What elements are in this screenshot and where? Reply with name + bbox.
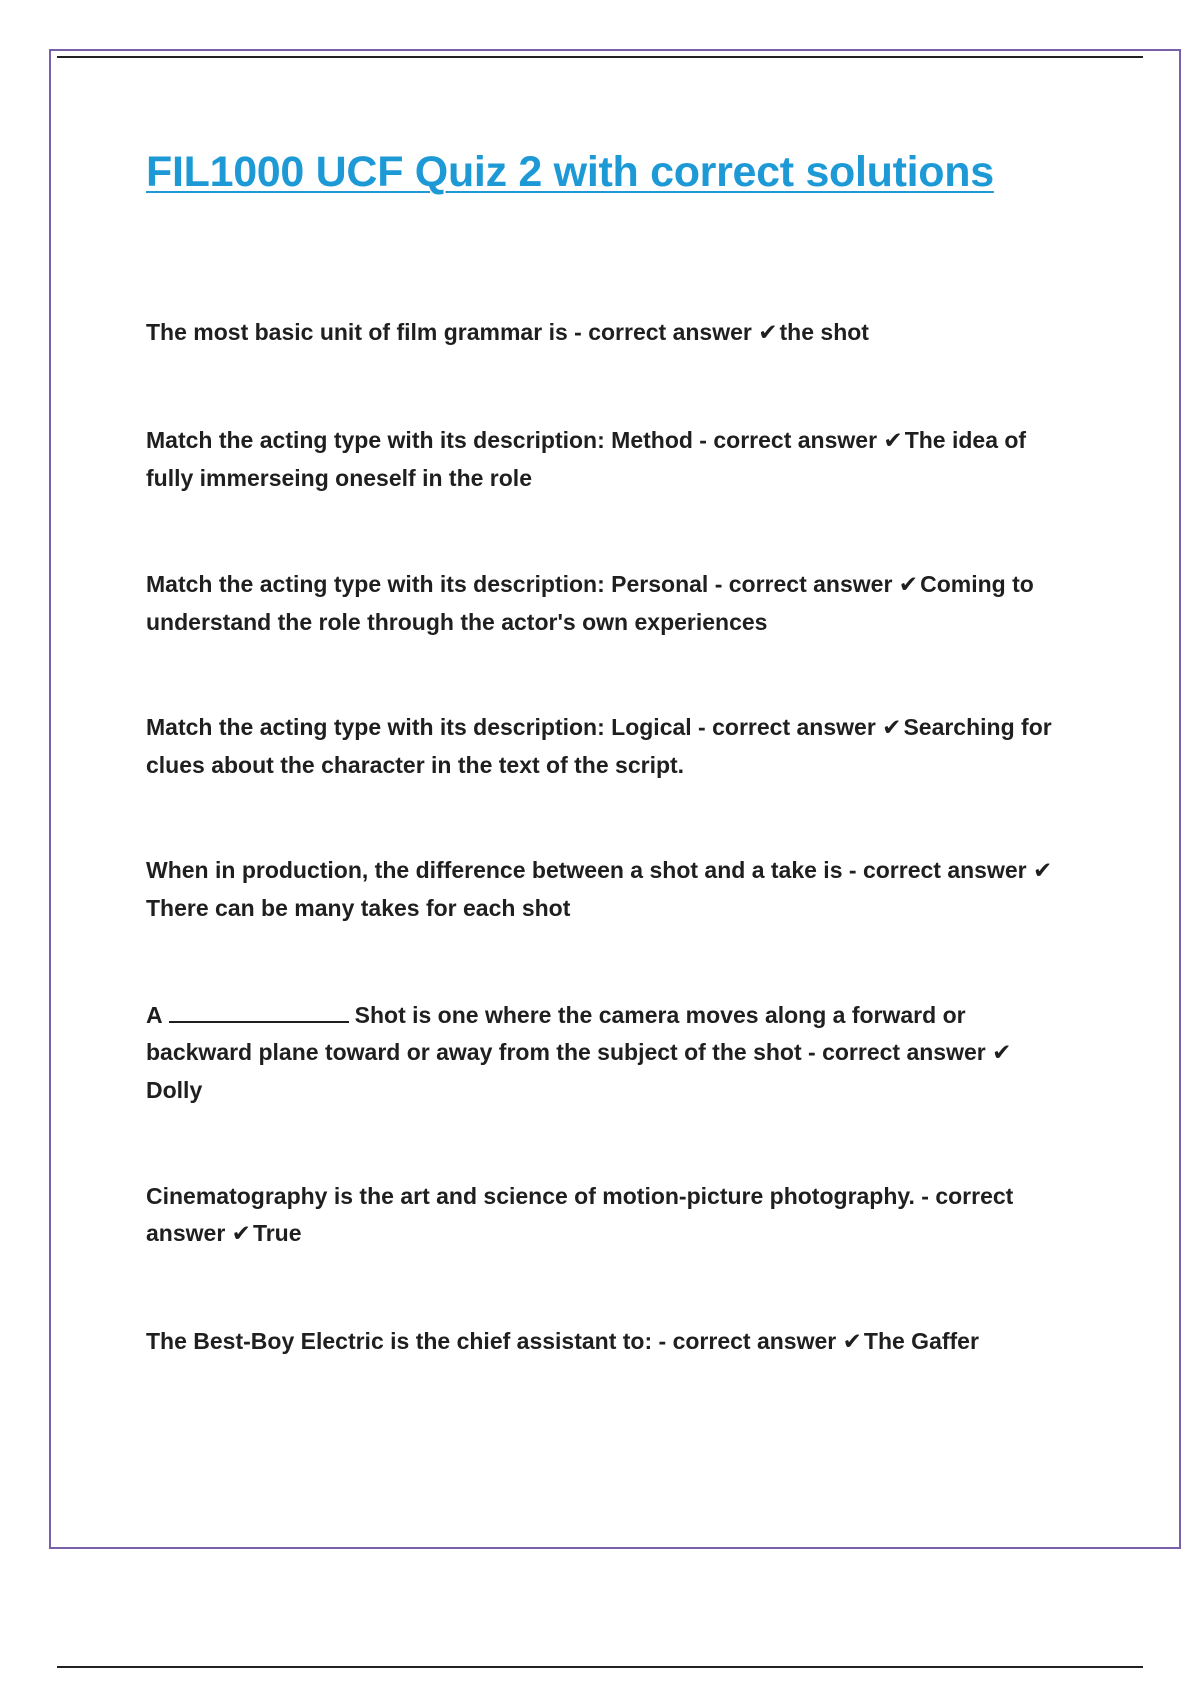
check-icon: ✔	[898, 572, 919, 598]
header-rule	[57, 56, 1143, 58]
qa-item-2: Match the acting type with its description: Method - correct answer ✔The idea of fully immerseing oneself in the role	[146, 422, 1066, 497]
answer-marker: correct answer	[146, 1183, 1014, 1246]
check-icon: ✔	[1032, 858, 1053, 884]
qa-item-7: Cinematography is the art and science of motion-picture photography. - correct answer ✔True	[146, 1178, 1066, 1253]
check-icon: ✔	[231, 1221, 251, 1247]
question-text: Shot is one where the camera moves along a forward or backward plane toward or away from the subject of the shot	[146, 1002, 966, 1065]
question-text: The Best-Boy Electric is the chief assistant to:	[146, 1328, 653, 1354]
check-icon: ✔	[842, 1329, 862, 1355]
check-icon: ✔	[758, 320, 778, 346]
answer-marker: correct answer	[728, 571, 893, 597]
check-icon: ✔	[992, 1040, 1012, 1066]
check-icon: ✔	[882, 715, 902, 741]
qa-item-8: The Best-Boy Electric is the chief assistant to: - correct answer ✔The Gaffer	[146, 1323, 1066, 1361]
answer-text: True	[252, 1220, 302, 1246]
check-icon: ✔	[883, 428, 903, 454]
question-prefix: A	[146, 1002, 163, 1028]
question-text: The most basic unit of film grammar is	[146, 319, 568, 345]
answer-text: The Gaffer	[863, 1328, 979, 1354]
answer-text: Searching for clues about the character in the text of the script.	[146, 714, 1052, 778]
answer-text: The idea of fully immerseing oneself in the role	[146, 427, 1027, 491]
answer-marker: correct answer	[822, 1039, 986, 1065]
answer-marker: correct answer	[713, 427, 878, 453]
document-title: FIL1000 UCF Quiz 2 with correct solutions	[146, 148, 994, 196]
question-text: Match the acting type with its description: Personal	[146, 571, 709, 597]
answer-text: Coming to understand the role through the actor's own experiences	[146, 571, 1034, 635]
answer-text: Dolly	[146, 1077, 203, 1103]
question-text: Match the acting type with its description: Logical	[146, 714, 692, 740]
fill-in-blank	[169, 1003, 349, 1023]
answer-marker: correct answer	[712, 714, 876, 740]
question-text: Match the acting type with its description: Method	[146, 427, 693, 453]
question-text: When in production, the difference between a shot and a take is	[146, 857, 843, 883]
question-text: Cinematography is the art and science of motion-picture photography.	[146, 1183, 915, 1209]
answer-marker: correct answer	[588, 319, 752, 345]
answer-marker: correct answer	[672, 1328, 837, 1354]
answer-marker: correct answer	[862, 857, 1027, 883]
answer-text: There can be many takes for each shot	[146, 895, 571, 921]
qa-item-3: Match the acting type with its description: Personal - correct answer ✔Coming to understand the role through the actor's own experiences	[146, 566, 1066, 641]
footer-rule	[57, 1666, 1143, 1668]
answer-text: the shot	[779, 319, 869, 345]
qa-item-1: The most basic unit of film grammar is - correct answer ✔the shot	[146, 314, 1066, 352]
qa-item-4: Match the acting type with its description: Logical - correct answer ✔Searching for clues about the character in the text of the script.	[146, 709, 1066, 784]
qa-item-6: A Shot is one where the camera moves along a forward or backward plane toward or away from the subject of the shot - correct answer ✔Dolly	[146, 1002, 1012, 1103]
qa-item-5: When in production, the difference between a shot and a take is - correct answer ✔There can be many takes for each shot	[146, 852, 1066, 927]
